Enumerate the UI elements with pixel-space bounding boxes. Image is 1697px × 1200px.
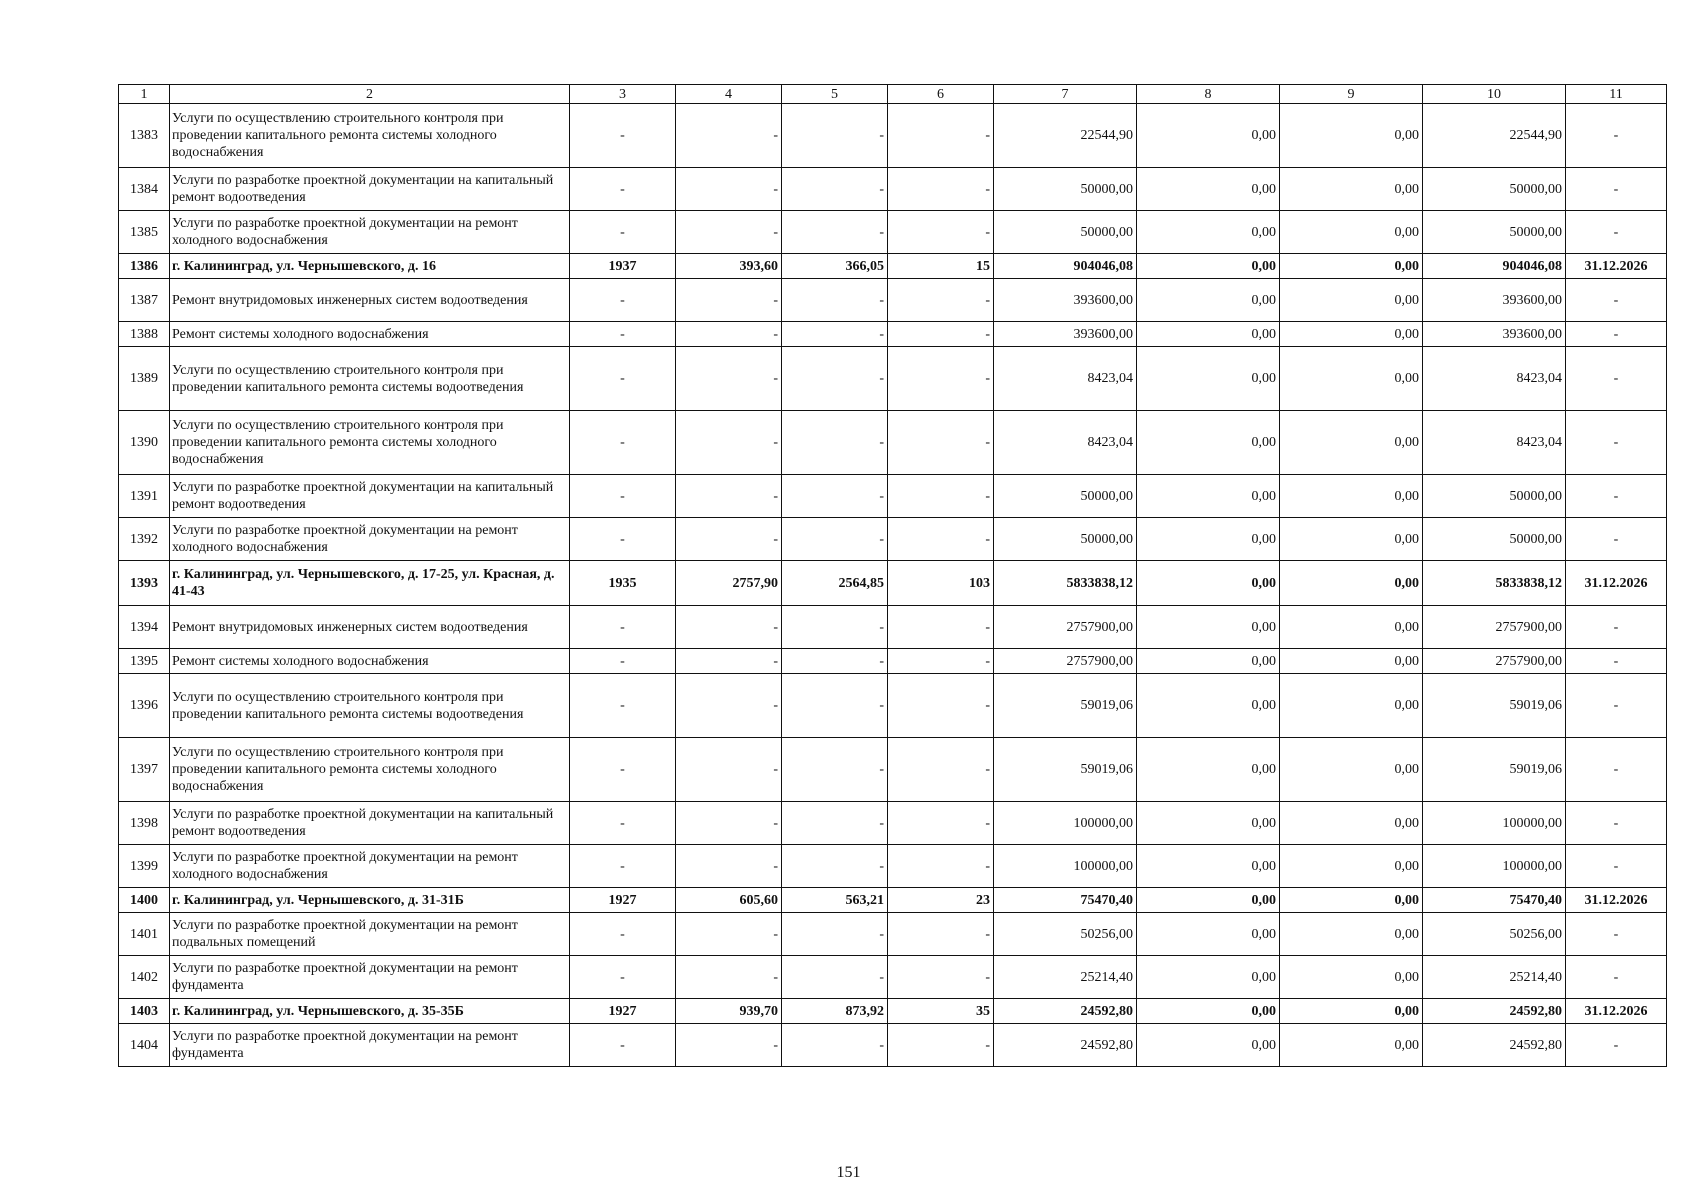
total-area-cell: -	[676, 606, 782, 649]
fund-share-cell: 0,00	[1137, 888, 1280, 913]
budget-share-cell: 0,00	[1280, 1024, 1423, 1067]
build-year-cell: -	[570, 518, 676, 561]
work-description-cell: Услуги по разработке проектной документации на ремонт холодного водоснабжения	[170, 211, 570, 254]
budget-share-cell: 0,00	[1280, 279, 1423, 322]
completion-date-cell: -	[1566, 211, 1667, 254]
total-cost-cell: 50000,00	[994, 168, 1137, 211]
budget-share-cell: 0,00	[1280, 888, 1423, 913]
residents-cell: -	[888, 411, 994, 475]
work-row	[119, 347, 1667, 411]
row-number: 1390	[119, 411, 170, 475]
work-row	[119, 211, 1667, 254]
living-area-cell: -	[782, 168, 888, 211]
fund-share-cell: 0,00	[1137, 104, 1280, 168]
row-number: 1391	[119, 475, 170, 518]
completion-date-cell: -	[1566, 845, 1667, 888]
budget-share-cell: 0,00	[1280, 649, 1423, 674]
total-cost-cell: 50000,00	[994, 475, 1137, 518]
total-cost-cell: 22544,90	[994, 104, 1137, 168]
total-cost-cell: 25214,40	[994, 956, 1137, 999]
work-row	[119, 1024, 1667, 1067]
living-area-cell: -	[782, 475, 888, 518]
completion-date-cell: -	[1566, 649, 1667, 674]
total-area-cell: -	[676, 104, 782, 168]
build-year-cell: -	[570, 211, 676, 254]
fund-share-cell: 0,00	[1137, 347, 1280, 411]
owner-funds-cell: 50000,00	[1423, 475, 1566, 518]
fund-share-cell: 0,00	[1137, 956, 1280, 999]
residents-cell: -	[888, 168, 994, 211]
residents-cell: -	[888, 279, 994, 322]
total-cost-cell: 8423,04	[994, 347, 1137, 411]
fund-share-cell: 0,00	[1137, 845, 1280, 888]
total-cost-cell: 100000,00	[994, 802, 1137, 845]
completion-date-cell: 31.12.2026	[1566, 888, 1667, 913]
completion-date-cell: -	[1566, 913, 1667, 956]
work-description-cell: Услуги по осуществлению строительного контроля при проведении капитального ремонта системы холодного водоснабжения	[170, 104, 570, 168]
build-year-cell: -	[570, 168, 676, 211]
build-year-cell: 1927	[570, 888, 676, 913]
living-area-cell: -	[782, 411, 888, 475]
total-cost-cell: 59019,06	[994, 738, 1137, 802]
owner-funds-cell: 50000,00	[1423, 518, 1566, 561]
row-number: 1392	[119, 518, 170, 561]
budget-share-cell: 0,00	[1280, 606, 1423, 649]
residents-cell: 23	[888, 888, 994, 913]
work-row	[119, 956, 1667, 999]
completion-date-cell: -	[1566, 411, 1667, 475]
column-number: 10	[1423, 85, 1566, 104]
build-year-cell: -	[570, 649, 676, 674]
total-area-cell: -	[676, 322, 782, 347]
owner-funds-cell: 22544,90	[1423, 104, 1566, 168]
column-number: 11	[1566, 85, 1667, 104]
budget-share-cell: 0,00	[1280, 322, 1423, 347]
total-cost-cell: 5833838,12	[994, 561, 1137, 606]
residents-cell: -	[888, 956, 994, 999]
build-year-cell: -	[570, 956, 676, 999]
total-cost-cell: 2757900,00	[994, 606, 1137, 649]
column-number: 2	[170, 85, 570, 104]
total-area-cell: -	[676, 475, 782, 518]
work-row	[119, 475, 1667, 518]
document-sheet	[118, 84, 1666, 1067]
row-number: 1403	[119, 999, 170, 1024]
owner-funds-cell: 100000,00	[1423, 802, 1566, 845]
completion-date-cell: -	[1566, 802, 1667, 845]
build-year-cell: -	[570, 913, 676, 956]
residents-cell: -	[888, 674, 994, 738]
living-area-cell: -	[782, 606, 888, 649]
address-row	[119, 254, 1667, 279]
row-number: 1385	[119, 211, 170, 254]
living-area-cell: -	[782, 845, 888, 888]
fund-share-cell: 0,00	[1137, 279, 1280, 322]
living-area-cell: -	[782, 211, 888, 254]
residents-cell: -	[888, 475, 994, 518]
total-area-cell: -	[676, 211, 782, 254]
work-row	[119, 674, 1667, 738]
total-area-cell: -	[676, 411, 782, 475]
total-area-cell: -	[676, 956, 782, 999]
build-year-cell: 1935	[570, 561, 676, 606]
row-number: 1397	[119, 738, 170, 802]
work-row	[119, 104, 1667, 168]
owner-funds-cell: 24592,80	[1423, 1024, 1566, 1067]
budget-share-cell: 0,00	[1280, 845, 1423, 888]
fund-share-cell: 0,00	[1137, 913, 1280, 956]
build-year-cell: -	[570, 845, 676, 888]
build-year-cell: -	[570, 104, 676, 168]
completion-date-cell: -	[1566, 1024, 1667, 1067]
column-number: 4	[676, 85, 782, 104]
total-area-cell: -	[676, 674, 782, 738]
completion-date-cell: -	[1566, 322, 1667, 347]
living-area-cell: -	[782, 104, 888, 168]
living-area-cell: -	[782, 674, 888, 738]
work-row	[119, 802, 1667, 845]
row-number: 1383	[119, 104, 170, 168]
fund-share-cell: 0,00	[1137, 518, 1280, 561]
budget-share-cell: 0,00	[1280, 738, 1423, 802]
total-cost-cell: 24592,80	[994, 999, 1137, 1024]
work-description-cell: Услуги по разработке проектной документации на ремонт подвальных помещений	[170, 913, 570, 956]
work-description-cell: Услуги по разработке проектной документации на ремонт холодного водоснабжения	[170, 518, 570, 561]
budget-share-cell: 0,00	[1280, 956, 1423, 999]
work-row	[119, 606, 1667, 649]
row-number: 1388	[119, 322, 170, 347]
budget-share-cell: 0,00	[1280, 411, 1423, 475]
column-number: 9	[1280, 85, 1423, 104]
work-description-cell: Услуги по осуществлению строительного контроля при проведении капитального ремонта системы холодного водоснабжения	[170, 738, 570, 802]
fund-share-cell: 0,00	[1137, 322, 1280, 347]
budget-share-cell: 0,00	[1280, 254, 1423, 279]
fund-share-cell: 0,00	[1137, 674, 1280, 738]
total-cost-cell: 50000,00	[994, 518, 1137, 561]
residents-cell: 15	[888, 254, 994, 279]
work-description-cell: Услуги по осуществлению строительного контроля при проведении капитального ремонта системы холодного водоснабжения	[170, 411, 570, 475]
owner-funds-cell: 393600,00	[1423, 279, 1566, 322]
fund-share-cell: 0,00	[1137, 802, 1280, 845]
budget-share-cell: 0,00	[1280, 475, 1423, 518]
total-area-cell: -	[676, 802, 782, 845]
row-number: 1387	[119, 279, 170, 322]
total-area-cell: 2757,90	[676, 561, 782, 606]
total-area-cell: -	[676, 347, 782, 411]
work-description-cell: Ремонт системы холодного водоснабжения	[170, 322, 570, 347]
build-year-cell: 1927	[570, 999, 676, 1024]
owner-funds-cell: 50256,00	[1423, 913, 1566, 956]
row-number: 1399	[119, 845, 170, 888]
column-number: 7	[994, 85, 1137, 104]
residents-cell: -	[888, 649, 994, 674]
living-area-cell: -	[782, 279, 888, 322]
work-description-cell: Услуги по разработке проектной документации на капитальный ремонт водоотведения	[170, 802, 570, 845]
budget-share-cell: 0,00	[1280, 518, 1423, 561]
fund-share-cell: 0,00	[1137, 1024, 1280, 1067]
total-cost-cell: 393600,00	[994, 322, 1137, 347]
completion-date-cell: 31.12.2026	[1566, 561, 1667, 606]
living-area-cell: 366,05	[782, 254, 888, 279]
fund-share-cell: 0,00	[1137, 168, 1280, 211]
budget-share-cell: 0,00	[1280, 802, 1423, 845]
owner-funds-cell: 5833838,12	[1423, 561, 1566, 606]
owner-funds-cell: 2757900,00	[1423, 606, 1566, 649]
repair-program-table	[118, 84, 1667, 1067]
total-cost-cell: 100000,00	[994, 845, 1137, 888]
owner-funds-cell: 50000,00	[1423, 211, 1566, 254]
fund-share-cell: 0,00	[1137, 211, 1280, 254]
total-area-cell: -	[676, 279, 782, 322]
completion-date-cell: -	[1566, 347, 1667, 411]
living-area-cell: -	[782, 322, 888, 347]
table-body	[119, 104, 1667, 1067]
total-cost-cell: 50256,00	[994, 913, 1137, 956]
work-description-cell: г. Калининград, ул. Чернышевского, д. 35-35Б	[170, 999, 570, 1024]
owner-funds-cell: 59019,06	[1423, 674, 1566, 738]
living-area-cell: -	[782, 347, 888, 411]
budget-share-cell: 0,00	[1280, 913, 1423, 956]
build-year-cell: -	[570, 674, 676, 738]
budget-share-cell: 0,00	[1280, 168, 1423, 211]
completion-date-cell: -	[1566, 518, 1667, 561]
work-description-cell: Услуги по осуществлению строительного контроля при проведении капитального ремонта системы водоотведения	[170, 347, 570, 411]
living-area-cell: -	[782, 802, 888, 845]
column-number: 6	[888, 85, 994, 104]
completion-date-cell: -	[1566, 279, 1667, 322]
row-number: 1402	[119, 956, 170, 999]
residents-cell: 103	[888, 561, 994, 606]
completion-date-cell: 31.12.2026	[1566, 999, 1667, 1024]
work-description-cell: Ремонт внутридомовых инженерных систем водоотведения	[170, 606, 570, 649]
residents-cell: -	[888, 211, 994, 254]
completion-date-cell: -	[1566, 606, 1667, 649]
budget-share-cell: 0,00	[1280, 561, 1423, 606]
build-year-cell: -	[570, 322, 676, 347]
work-description-cell: Услуги по разработке проектной документации на ремонт фундамента	[170, 956, 570, 999]
completion-date-cell: -	[1566, 475, 1667, 518]
fund-share-cell: 0,00	[1137, 411, 1280, 475]
row-number: 1400	[119, 888, 170, 913]
total-area-cell: 605,60	[676, 888, 782, 913]
living-area-cell: 873,92	[782, 999, 888, 1024]
completion-date-cell: 31.12.2026	[1566, 254, 1667, 279]
build-year-cell: -	[570, 347, 676, 411]
living-area-cell: 2564,85	[782, 561, 888, 606]
work-description-cell: Ремонт системы холодного водоснабжения	[170, 649, 570, 674]
row-number: 1401	[119, 913, 170, 956]
residents-cell: -	[888, 347, 994, 411]
build-year-cell: -	[570, 802, 676, 845]
completion-date-cell: -	[1566, 956, 1667, 999]
build-year-cell: 1937	[570, 254, 676, 279]
work-row	[119, 845, 1667, 888]
work-description-cell: Услуги по разработке проектной документации на капитальный ремонт водоотведения	[170, 475, 570, 518]
total-area-cell: -	[676, 649, 782, 674]
owner-funds-cell: 75470,40	[1423, 888, 1566, 913]
total-area-cell: -	[676, 845, 782, 888]
completion-date-cell: -	[1566, 674, 1667, 738]
residents-cell: -	[888, 518, 994, 561]
completion-date-cell: -	[1566, 104, 1667, 168]
work-row	[119, 322, 1667, 347]
work-description-cell: Услуги по разработке проектной документации на ремонт фундамента	[170, 1024, 570, 1067]
fund-share-cell: 0,00	[1137, 606, 1280, 649]
owner-funds-cell: 24592,80	[1423, 999, 1566, 1024]
living-area-cell: -	[782, 956, 888, 999]
total-area-cell: 939,70	[676, 999, 782, 1024]
column-number: 5	[782, 85, 888, 104]
row-number: 1404	[119, 1024, 170, 1067]
owner-funds-cell: 904046,08	[1423, 254, 1566, 279]
budget-share-cell: 0,00	[1280, 347, 1423, 411]
total-cost-cell: 24592,80	[994, 1024, 1137, 1067]
completion-date-cell: -	[1566, 168, 1667, 211]
total-area-cell: -	[676, 168, 782, 211]
budget-share-cell: 0,00	[1280, 674, 1423, 738]
total-cost-cell: 75470,40	[994, 888, 1137, 913]
work-description-cell: Услуги по разработке проектной документации на капитальный ремонт водоотведения	[170, 168, 570, 211]
work-description-cell: Услуги по осуществлению строительного контроля при проведении капитального ремонта системы водоотведения	[170, 674, 570, 738]
total-cost-cell: 50000,00	[994, 211, 1137, 254]
total-cost-cell: 904046,08	[994, 254, 1137, 279]
residents-cell: -	[888, 913, 994, 956]
fund-share-cell: 0,00	[1137, 254, 1280, 279]
work-description-cell: г. Калининград, ул. Чернышевского, д. 31-31Б	[170, 888, 570, 913]
living-area-cell: -	[782, 1024, 888, 1067]
column-number: 1	[119, 85, 170, 104]
total-area-cell: -	[676, 1024, 782, 1067]
build-year-cell: -	[570, 475, 676, 518]
fund-share-cell: 0,00	[1137, 475, 1280, 518]
work-row	[119, 913, 1667, 956]
residents-cell: -	[888, 802, 994, 845]
row-number: 1394	[119, 606, 170, 649]
residents-cell: -	[888, 104, 994, 168]
residents-cell: -	[888, 1024, 994, 1067]
work-description-cell: г. Калининград, ул. Чернышевского, д. 17-25, ул. Красная, д. 41-43	[170, 561, 570, 606]
owner-funds-cell: 100000,00	[1423, 845, 1566, 888]
living-area-cell: -	[782, 738, 888, 802]
column-number: 3	[570, 85, 676, 104]
residents-cell: 35	[888, 999, 994, 1024]
column-number-row	[119, 85, 1667, 104]
row-number: 1398	[119, 802, 170, 845]
row-number: 1393	[119, 561, 170, 606]
owner-funds-cell: 8423,04	[1423, 347, 1566, 411]
living-area-cell: -	[782, 649, 888, 674]
work-row	[119, 168, 1667, 211]
owner-funds-cell: 59019,06	[1423, 738, 1566, 802]
fund-share-cell: 0,00	[1137, 999, 1280, 1024]
residents-cell: -	[888, 322, 994, 347]
residents-cell: -	[888, 606, 994, 649]
total-cost-cell: 8423,04	[994, 411, 1137, 475]
address-row	[119, 888, 1667, 913]
total-cost-cell: 2757900,00	[994, 649, 1137, 674]
total-cost-cell: 59019,06	[994, 674, 1137, 738]
fund-share-cell: 0,00	[1137, 738, 1280, 802]
row-number: 1384	[119, 168, 170, 211]
build-year-cell: -	[570, 411, 676, 475]
address-row	[119, 561, 1667, 606]
living-area-cell: -	[782, 913, 888, 956]
living-area-cell: 563,21	[782, 888, 888, 913]
completion-date-cell: -	[1566, 738, 1667, 802]
residents-cell: -	[888, 738, 994, 802]
residents-cell: -	[888, 845, 994, 888]
work-row	[119, 649, 1667, 674]
work-row	[119, 279, 1667, 322]
total-area-cell: -	[676, 913, 782, 956]
work-description-cell: г. Калининград, ул. Чернышевского, д. 16	[170, 254, 570, 279]
address-row	[119, 999, 1667, 1024]
row-number: 1395	[119, 649, 170, 674]
work-row	[119, 411, 1667, 475]
owner-funds-cell: 50000,00	[1423, 168, 1566, 211]
work-row	[119, 738, 1667, 802]
budget-share-cell: 0,00	[1280, 999, 1423, 1024]
owner-funds-cell: 393600,00	[1423, 322, 1566, 347]
budget-share-cell: 0,00	[1280, 211, 1423, 254]
page-number: 151	[836, 1164, 861, 1181]
owner-funds-cell: 25214,40	[1423, 956, 1566, 999]
fund-share-cell: 0,00	[1137, 649, 1280, 674]
work-row	[119, 518, 1667, 561]
fund-share-cell: 0,00	[1137, 561, 1280, 606]
row-number: 1386	[119, 254, 170, 279]
column-number: 8	[1137, 85, 1280, 104]
total-area-cell: -	[676, 518, 782, 561]
work-description-cell: Ремонт внутридомовых инженерных систем водоотведения	[170, 279, 570, 322]
work-description-cell: Услуги по разработке проектной документации на ремонт холодного водоснабжения	[170, 845, 570, 888]
row-number: 1389	[119, 347, 170, 411]
owner-funds-cell: 8423,04	[1423, 411, 1566, 475]
build-year-cell: -	[570, 279, 676, 322]
budget-share-cell: 0,00	[1280, 104, 1423, 168]
total-area-cell: -	[676, 738, 782, 802]
owner-funds-cell: 2757900,00	[1423, 649, 1566, 674]
total-area-cell: 393,60	[676, 254, 782, 279]
row-number: 1396	[119, 674, 170, 738]
build-year-cell: -	[570, 606, 676, 649]
living-area-cell: -	[782, 518, 888, 561]
build-year-cell: -	[570, 1024, 676, 1067]
total-cost-cell: 393600,00	[994, 279, 1137, 322]
build-year-cell: -	[570, 738, 676, 802]
